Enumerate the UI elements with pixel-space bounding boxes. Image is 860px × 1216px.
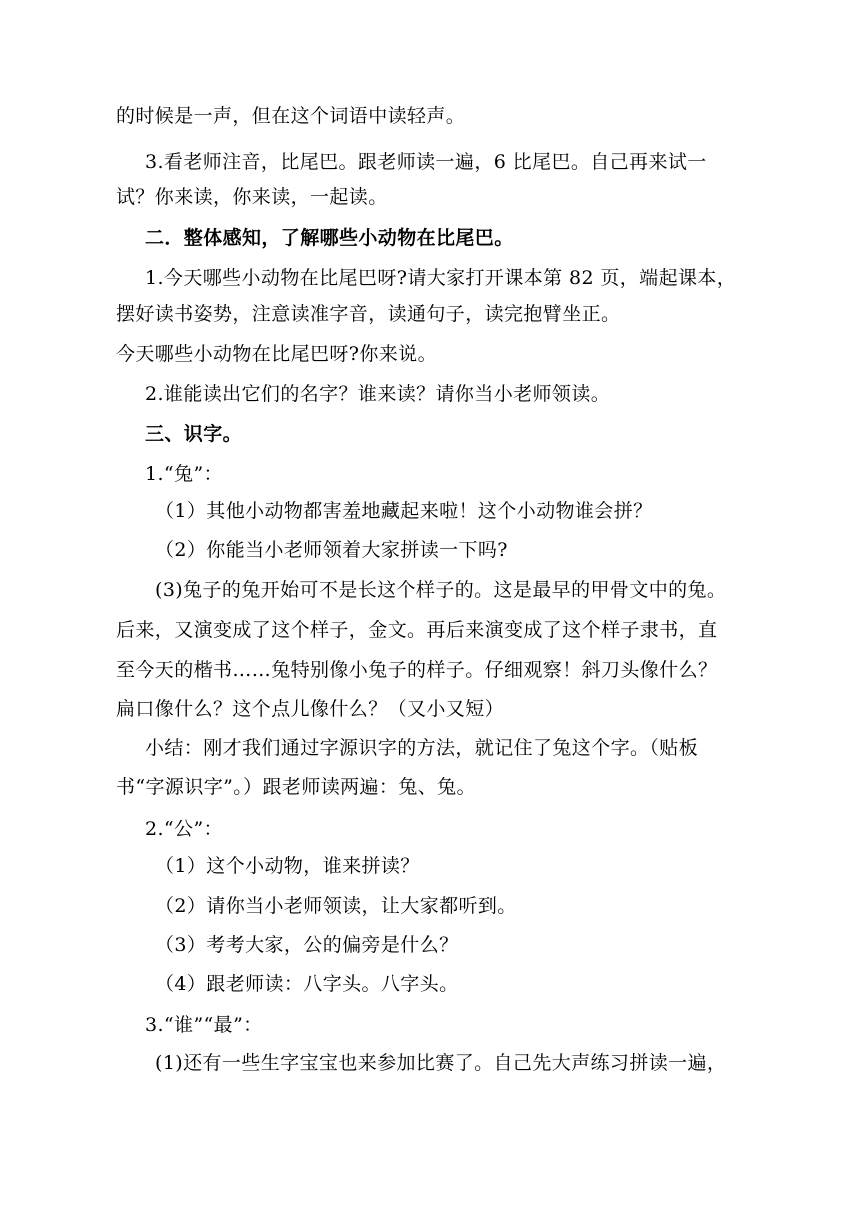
text-line: 摆好读书姿势，注意读准字音，读通句子，读完抱臂坐正。 xyxy=(116,303,621,325)
text-line: 后来，又演变成了这个样子，金文。再后来演变成了这个样子隶书，直 xyxy=(116,619,718,641)
text-line: 3.“谁”“最”： xyxy=(145,1014,263,1036)
text-line: 小结：刚才我们通过字源识字的方法，就记住了兔这个字。（贴板 xyxy=(145,737,699,759)
text-line: (1)还有一些生字宝宝也来参加比赛了。自己先大声练习拼读一遍， xyxy=(155,1052,727,1074)
text-line: （4）跟老师读：八字头。八字头。 xyxy=(155,973,459,995)
text-line: （3）考考大家，公的偏旁是什么？ xyxy=(155,934,459,956)
text-line: 1.“兔”： xyxy=(145,463,223,485)
text-line: 书“字源识字”。）跟老师读两遍：兔、兔。 xyxy=(116,776,476,798)
text-line: 3.看老师注音，比尾巴。跟老师读一遍，6 比尾巴。自己再来试一 xyxy=(145,151,707,173)
text-line: 1.今天哪些小动物在比尾巴呀?请大家打开课本第 82 页，端起课本， xyxy=(145,267,737,289)
text-line: 2.谁能读出它们的名字？谁来读？请你当小老师领读。 xyxy=(145,383,611,405)
text-line: (3)兔子的兔开始可不是长这个样子的。这是最早的甲骨文中的兔。 xyxy=(155,579,727,601)
text-line: 扁口像什么？这个点儿像什么？（又小又短） xyxy=(116,698,505,720)
section-heading: 二．整体感知，了解哪些小动物在比尾巴。 xyxy=(145,227,514,249)
section-heading: 三、识字。 xyxy=(145,423,243,445)
text-line: 2.“公”： xyxy=(145,818,223,840)
text-line: 试？你来读，你来读，一起读。 xyxy=(116,186,388,208)
text-line: （1）这个小动物，谁来拼读？ xyxy=(155,855,420,877)
text-line: 的时候是一声，但在这个词语中读轻声。 xyxy=(116,105,466,127)
text-line: （2）请你当小老师领读，让大家都听到。 xyxy=(155,895,517,917)
text-line: 至今天的楷书……兔特别像小兔子的样子。仔细观察！斜刀头像什么？ xyxy=(116,659,718,681)
text-line: （1）其他小动物都害羞地藏起来啦！这个小动物谁会拼？ xyxy=(155,500,653,522)
text-line: （2）你能当小老师领着大家拼读一下吗? xyxy=(155,539,508,561)
text-line: 今天哪些小动物在比尾巴呀?你来说。 xyxy=(116,343,437,365)
